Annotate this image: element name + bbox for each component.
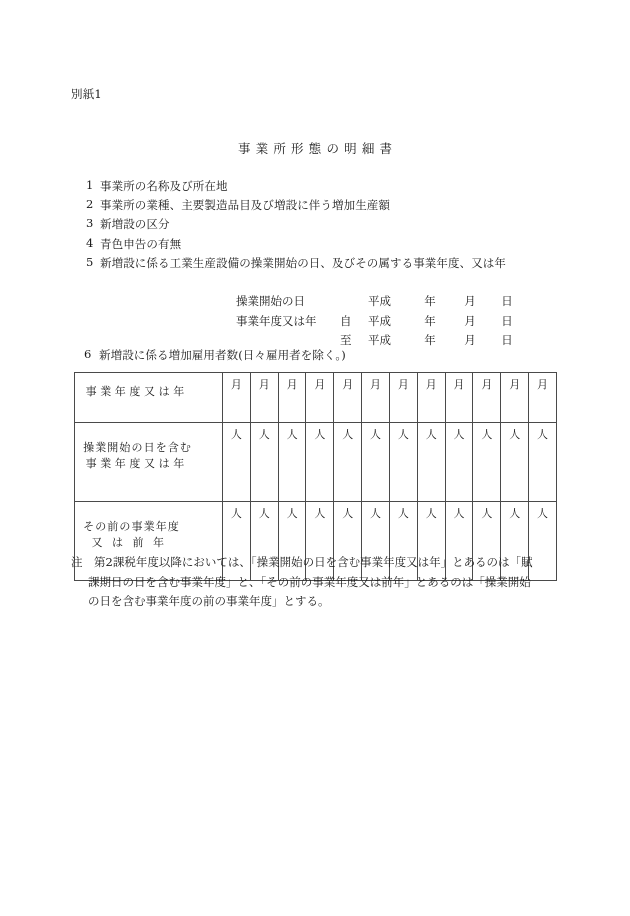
table-row-header-line1: 操業開始の日を含む	[83, 441, 192, 454]
table-cell-person-count[interactable]: 人	[529, 423, 557, 502]
table-row-header	[75, 423, 223, 502]
list-item-number: 6	[84, 347, 92, 361]
employment-count-table	[74, 372, 557, 581]
table-cell-month[interactable]: 月	[223, 373, 251, 423]
operation-date-block	[236, 293, 524, 352]
date-row-label: 操業開始の日	[236, 294, 305, 308]
table-cell-person-count[interactable]: 人	[473, 502, 501, 581]
table-cell-person-count[interactable]: 人	[445, 423, 473, 502]
table-row-header	[75, 373, 223, 423]
table-cell-month[interactable]: 月	[529, 373, 557, 423]
month-unit: 月	[464, 333, 476, 347]
list-item-number: 5	[86, 254, 94, 269]
list-item-number: 1	[86, 178, 94, 192]
list-item-6	[84, 347, 346, 363]
table-cell-month[interactable]: 月	[501, 373, 529, 423]
table-row-header-line2: 又は前年	[91, 535, 174, 549]
era-label: 平成	[368, 333, 391, 347]
era-label: 平成	[368, 313, 391, 328]
table-cell-person-count[interactable]: 人	[417, 423, 445, 502]
table-cell-month[interactable]: 月	[278, 373, 306, 423]
list-item-label: 新増設に係る増加雇用者数(日々雇用者を除く。)	[99, 348, 346, 362]
list-item	[86, 216, 566, 235]
table-row-header-line2: 事業年度又は年	[85, 456, 188, 470]
month-unit: 月	[464, 313, 476, 328]
list-item-label: 青色申告の有無	[100, 236, 182, 251]
table-cell-month[interactable]: 月	[306, 373, 334, 423]
table-cell-person-count[interactable]: 人	[278, 423, 306, 502]
table-cell-person-count[interactable]: 人	[334, 423, 362, 502]
date-range-marker: 自	[340, 313, 352, 328]
table-cell-person-count[interactable]: 人	[362, 502, 390, 581]
table-cell-person-count[interactable]: 人	[306, 423, 334, 502]
footnote-line: 課期日の日を含む事業年度」と、「その前の事業年度又は前年」とあるのは「操業開始	[88, 574, 531, 589]
day-unit: 日	[501, 294, 513, 308]
table-cell-person-count[interactable]: 人	[417, 502, 445, 581]
table-cell-month[interactable]: 月	[362, 373, 390, 423]
year-unit: 年	[424, 294, 436, 308]
footnote-line: の日を含む事業年度の前の事業年度」とする。	[88, 594, 330, 608]
list-item-label: 新増設に係る工業生産設備の操業開始の日、及びその属する事業年度、又は年	[100, 255, 506, 270]
list-item-label: 新増設の区分	[100, 217, 170, 232]
footnote-line: 注 第2課税年度以降においては、「操業開始の日を含む事業年度又は年」とあるのは「賦	[71, 555, 533, 569]
table-cell-person-count[interactable]: 人	[501, 502, 529, 581]
table-header-row	[75, 373, 557, 423]
year-unit: 年	[424, 313, 436, 328]
list-item	[86, 255, 566, 274]
numbered-item-list	[86, 178, 566, 274]
date-row-fiscal-year-from	[236, 313, 524, 333]
table-cell-month[interactable]: 月	[334, 373, 362, 423]
table-row-header-label: 事業年度又は年	[85, 385, 188, 398]
table-cell-person-count[interactable]: 人	[389, 423, 417, 502]
table-cell-person-count[interactable]: 人	[389, 502, 417, 581]
date-row-label: 事業年度又は年	[236, 313, 317, 328]
day-unit: 日	[501, 313, 513, 328]
footnote	[71, 553, 563, 612]
table-cell-month[interactable]: 月	[389, 373, 417, 423]
table-cell-person-count[interactable]: 人	[278, 502, 306, 581]
list-item-number: 3	[86, 216, 94, 231]
table-cell-month[interactable]: 月	[473, 373, 501, 423]
table-cell-person-count[interactable]: 人	[250, 423, 278, 502]
day-unit: 日	[501, 333, 513, 347]
table-cell-person-count[interactable]: 人	[362, 423, 390, 502]
attachment-label: 別紙1	[71, 87, 102, 101]
list-item	[86, 178, 566, 197]
list-item	[86, 236, 566, 255]
table-cell-person-count[interactable]: 人	[445, 502, 473, 581]
list-item	[86, 197, 566, 216]
table-cell-person-count[interactable]: 人	[250, 502, 278, 581]
table-cell-month[interactable]: 月	[250, 373, 278, 423]
list-item-number: 4	[86, 235, 94, 250]
table-cell-person-count[interactable]: 人	[529, 502, 557, 581]
list-item-label: 事業所の名称及び所在地	[100, 179, 228, 193]
table-cell-person-count[interactable]: 人	[334, 502, 362, 581]
date-range-marker: 至	[340, 333, 352, 347]
table-row-header-line1: その前の事業年度	[83, 520, 180, 533]
date-row-start-of-operation	[236, 293, 524, 313]
month-unit: 月	[464, 294, 476, 308]
table-cell-person-count[interactable]: 人	[306, 502, 334, 581]
table-cell-month[interactable]: 月	[445, 373, 473, 423]
list-item-number: 2	[86, 197, 94, 212]
era-label: 平成	[368, 294, 391, 308]
table-row	[75, 423, 557, 502]
year-unit: 年	[424, 333, 436, 347]
table-cell-person-count[interactable]: 人	[501, 423, 529, 502]
table-cell-person-count[interactable]: 人	[223, 502, 251, 581]
table-cell-person-count[interactable]: 人	[473, 423, 501, 502]
list-item-label: 事業所の業種、主要製造品目及び増設に伴う増加生産額	[100, 198, 390, 213]
table-cell-person-count[interactable]: 人	[223, 423, 251, 502]
table-cell-month[interactable]: 月	[417, 373, 445, 423]
page-title: 事業所形態の明細書	[237, 141, 398, 156]
